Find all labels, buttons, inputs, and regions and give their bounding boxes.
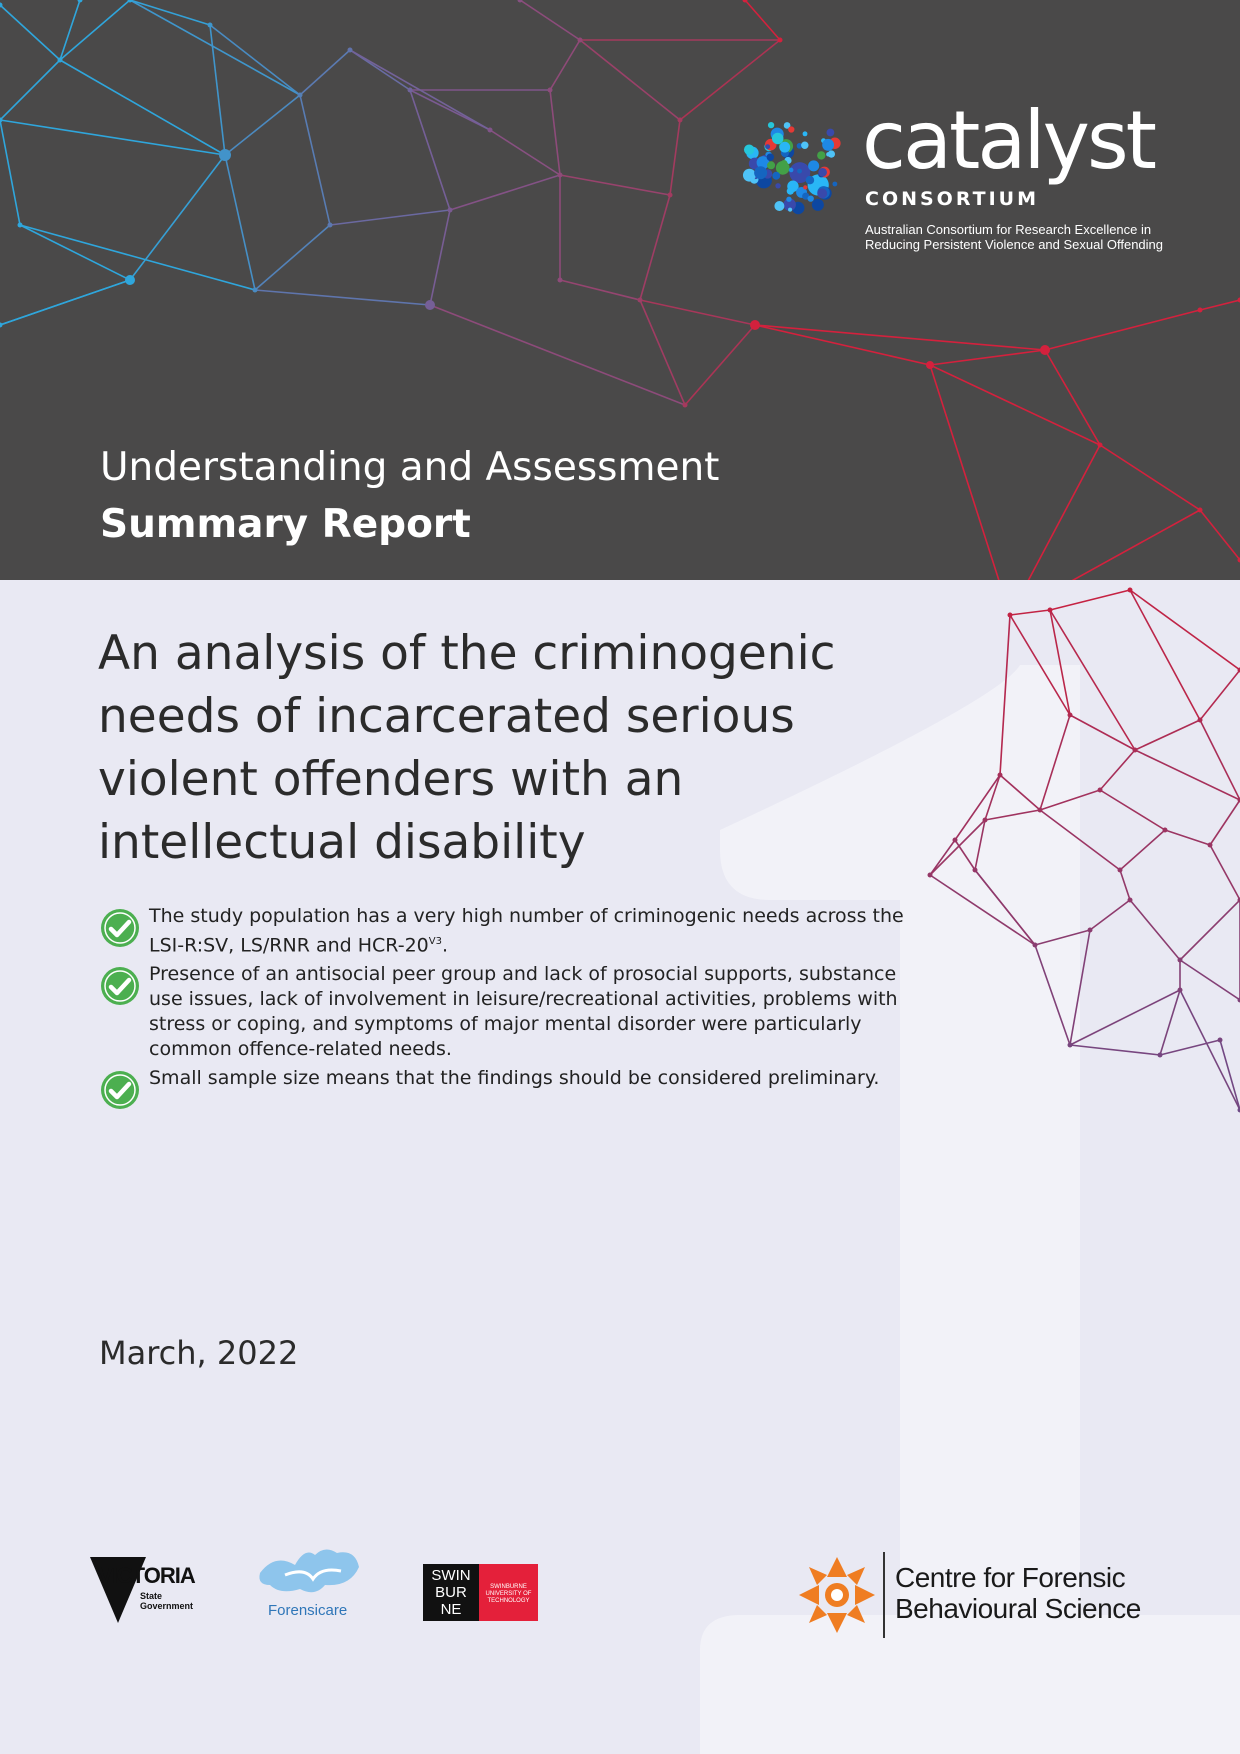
network-edge [1130, 590, 1240, 670]
network-node [1048, 608, 1053, 613]
network-edge [1000, 615, 1010, 775]
finding-text: Small sample size means that the findings should be considered preliminary. [149, 1067, 880, 1090]
network-edge [1120, 830, 1165, 870]
victoria-logo-name: VICTORIA [98, 1563, 195, 1588]
network-edge [985, 775, 1000, 820]
network-node [1133, 748, 1138, 753]
network-edge [985, 810, 1040, 820]
network-edge [1200, 720, 1240, 800]
network-edge [1210, 845, 1240, 900]
network-node [928, 873, 933, 878]
forensicare-logo-name: Forensicare [268, 1602, 348, 1619]
network-edge [1180, 900, 1240, 960]
network-edge [1070, 930, 1090, 1045]
network-edge [930, 840, 955, 875]
catalyst-logo-tagline: Australian Consortium for Research Excellence in Reducing Persistent Violence and Sexual Offending [865, 222, 1163, 252]
cfbs-divider [883, 1552, 885, 1638]
check-circle-icon [100, 908, 140, 948]
network-edge [1130, 590, 1200, 720]
network-node [1128, 898, 1133, 903]
network-node [1033, 943, 1038, 948]
network-node [998, 773, 1003, 778]
network-edge [930, 820, 985, 875]
report-type: Summary Report [100, 502, 471, 547]
network-edge [1100, 750, 1135, 790]
network-edge [955, 840, 975, 870]
network-edge [1050, 590, 1130, 610]
network-edge [1040, 715, 1070, 810]
network-node [973, 868, 978, 873]
key-findings-list [100, 904, 920, 1095]
finding-superscript: V3 [428, 936, 442, 947]
network-edge [1100, 790, 1165, 830]
network-node [1118, 868, 1123, 873]
network-edge [1135, 720, 1200, 750]
network-node [983, 818, 988, 823]
network-edge [1070, 1045, 1160, 1055]
network-edge [1200, 670, 1240, 720]
network-edge [1035, 945, 1070, 1045]
network-edge [930, 875, 1035, 945]
swinburne-logo-mark: SWIN BUR NE [423, 1564, 479, 1621]
network-edge [1130, 900, 1180, 960]
finding-text: Presence of an antisocial peer group and lack of prosocial supports, substance use issues, lack of involvement in leisure/recreational activities, problems with stress or coping, and symptoms of major mental disorder were particularly common offence-related needs. [149, 963, 898, 1061]
network-edge [1160, 990, 1180, 1055]
network-edge [1180, 960, 1240, 1000]
network-node [1178, 958, 1183, 963]
network-edge [1210, 800, 1240, 845]
network-edge [1135, 750, 1240, 800]
network-edge [1040, 810, 1120, 870]
network-edge [975, 870, 1035, 945]
swinburne-logo-sub: SWINBURNE UNIVERSITY OF TECHNOLOGY [479, 1564, 538, 1621]
finding-text: The study population has a very high number of criminogenic needs across the LSI-R:SV, LS/RNR and HCR-20 [149, 905, 904, 957]
network-node [1098, 788, 1103, 793]
network-edge [1090, 900, 1130, 930]
cfbs-logo [795, 1550, 1175, 1640]
finding-item [100, 904, 920, 958]
check-circle-icon [100, 966, 140, 1006]
publication-date: March, 2022 [99, 1334, 299, 1372]
network-node [1158, 1053, 1163, 1058]
network-node [1068, 1043, 1073, 1048]
forensicare-logo [255, 1545, 365, 1625]
main-title: An analysis of the criminogenic needs of incarcerated serious violent offenders with an intellectual disability [98, 626, 836, 870]
catalyst-logo-subname: CONSORTIUM [865, 188, 1039, 210]
finding-item [100, 1066, 920, 1091]
victoria-government-logo [88, 1555, 218, 1625]
network-node [1038, 808, 1043, 813]
finding-item [100, 962, 920, 1062]
network-node [1008, 613, 1013, 618]
forensicare-bird-icon [255, 1545, 365, 1605]
check-circle-icon [100, 1070, 140, 1110]
cfbs-logo-name [895, 1562, 1141, 1624]
network-edge [1040, 790, 1100, 810]
catalyst-logo-name: catalyst [862, 94, 1155, 187]
cfbs-line1: Centre for Forensic [895, 1562, 1126, 1593]
cfbs-line2: Behavioural Science [895, 1593, 1141, 1624]
network-node [1198, 718, 1203, 723]
network-edge [1165, 830, 1210, 845]
victoria-logo-sub: State Government [140, 1591, 194, 1611]
finding-tail: . [441, 934, 449, 957]
network-edge [1000, 775, 1040, 810]
network-node [1208, 843, 1213, 848]
network-node [1218, 1038, 1223, 1043]
network-node [1128, 588, 1133, 593]
network-edge [1070, 990, 1180, 1045]
network-node [953, 838, 958, 843]
network-node [1088, 928, 1093, 933]
network-node [1178, 988, 1183, 993]
network-edge [1010, 610, 1050, 615]
network-edge [1120, 870, 1130, 900]
network-node [1163, 828, 1168, 833]
network-edge [955, 775, 1000, 840]
series-line: Understanding and Assessment [100, 445, 720, 490]
network-node [1068, 713, 1073, 718]
cfbs-emblem-icon [797, 1555, 877, 1635]
network-edge [1180, 990, 1240, 1110]
network-edge [1035, 930, 1090, 945]
swinburne-logo [423, 1564, 538, 1621]
